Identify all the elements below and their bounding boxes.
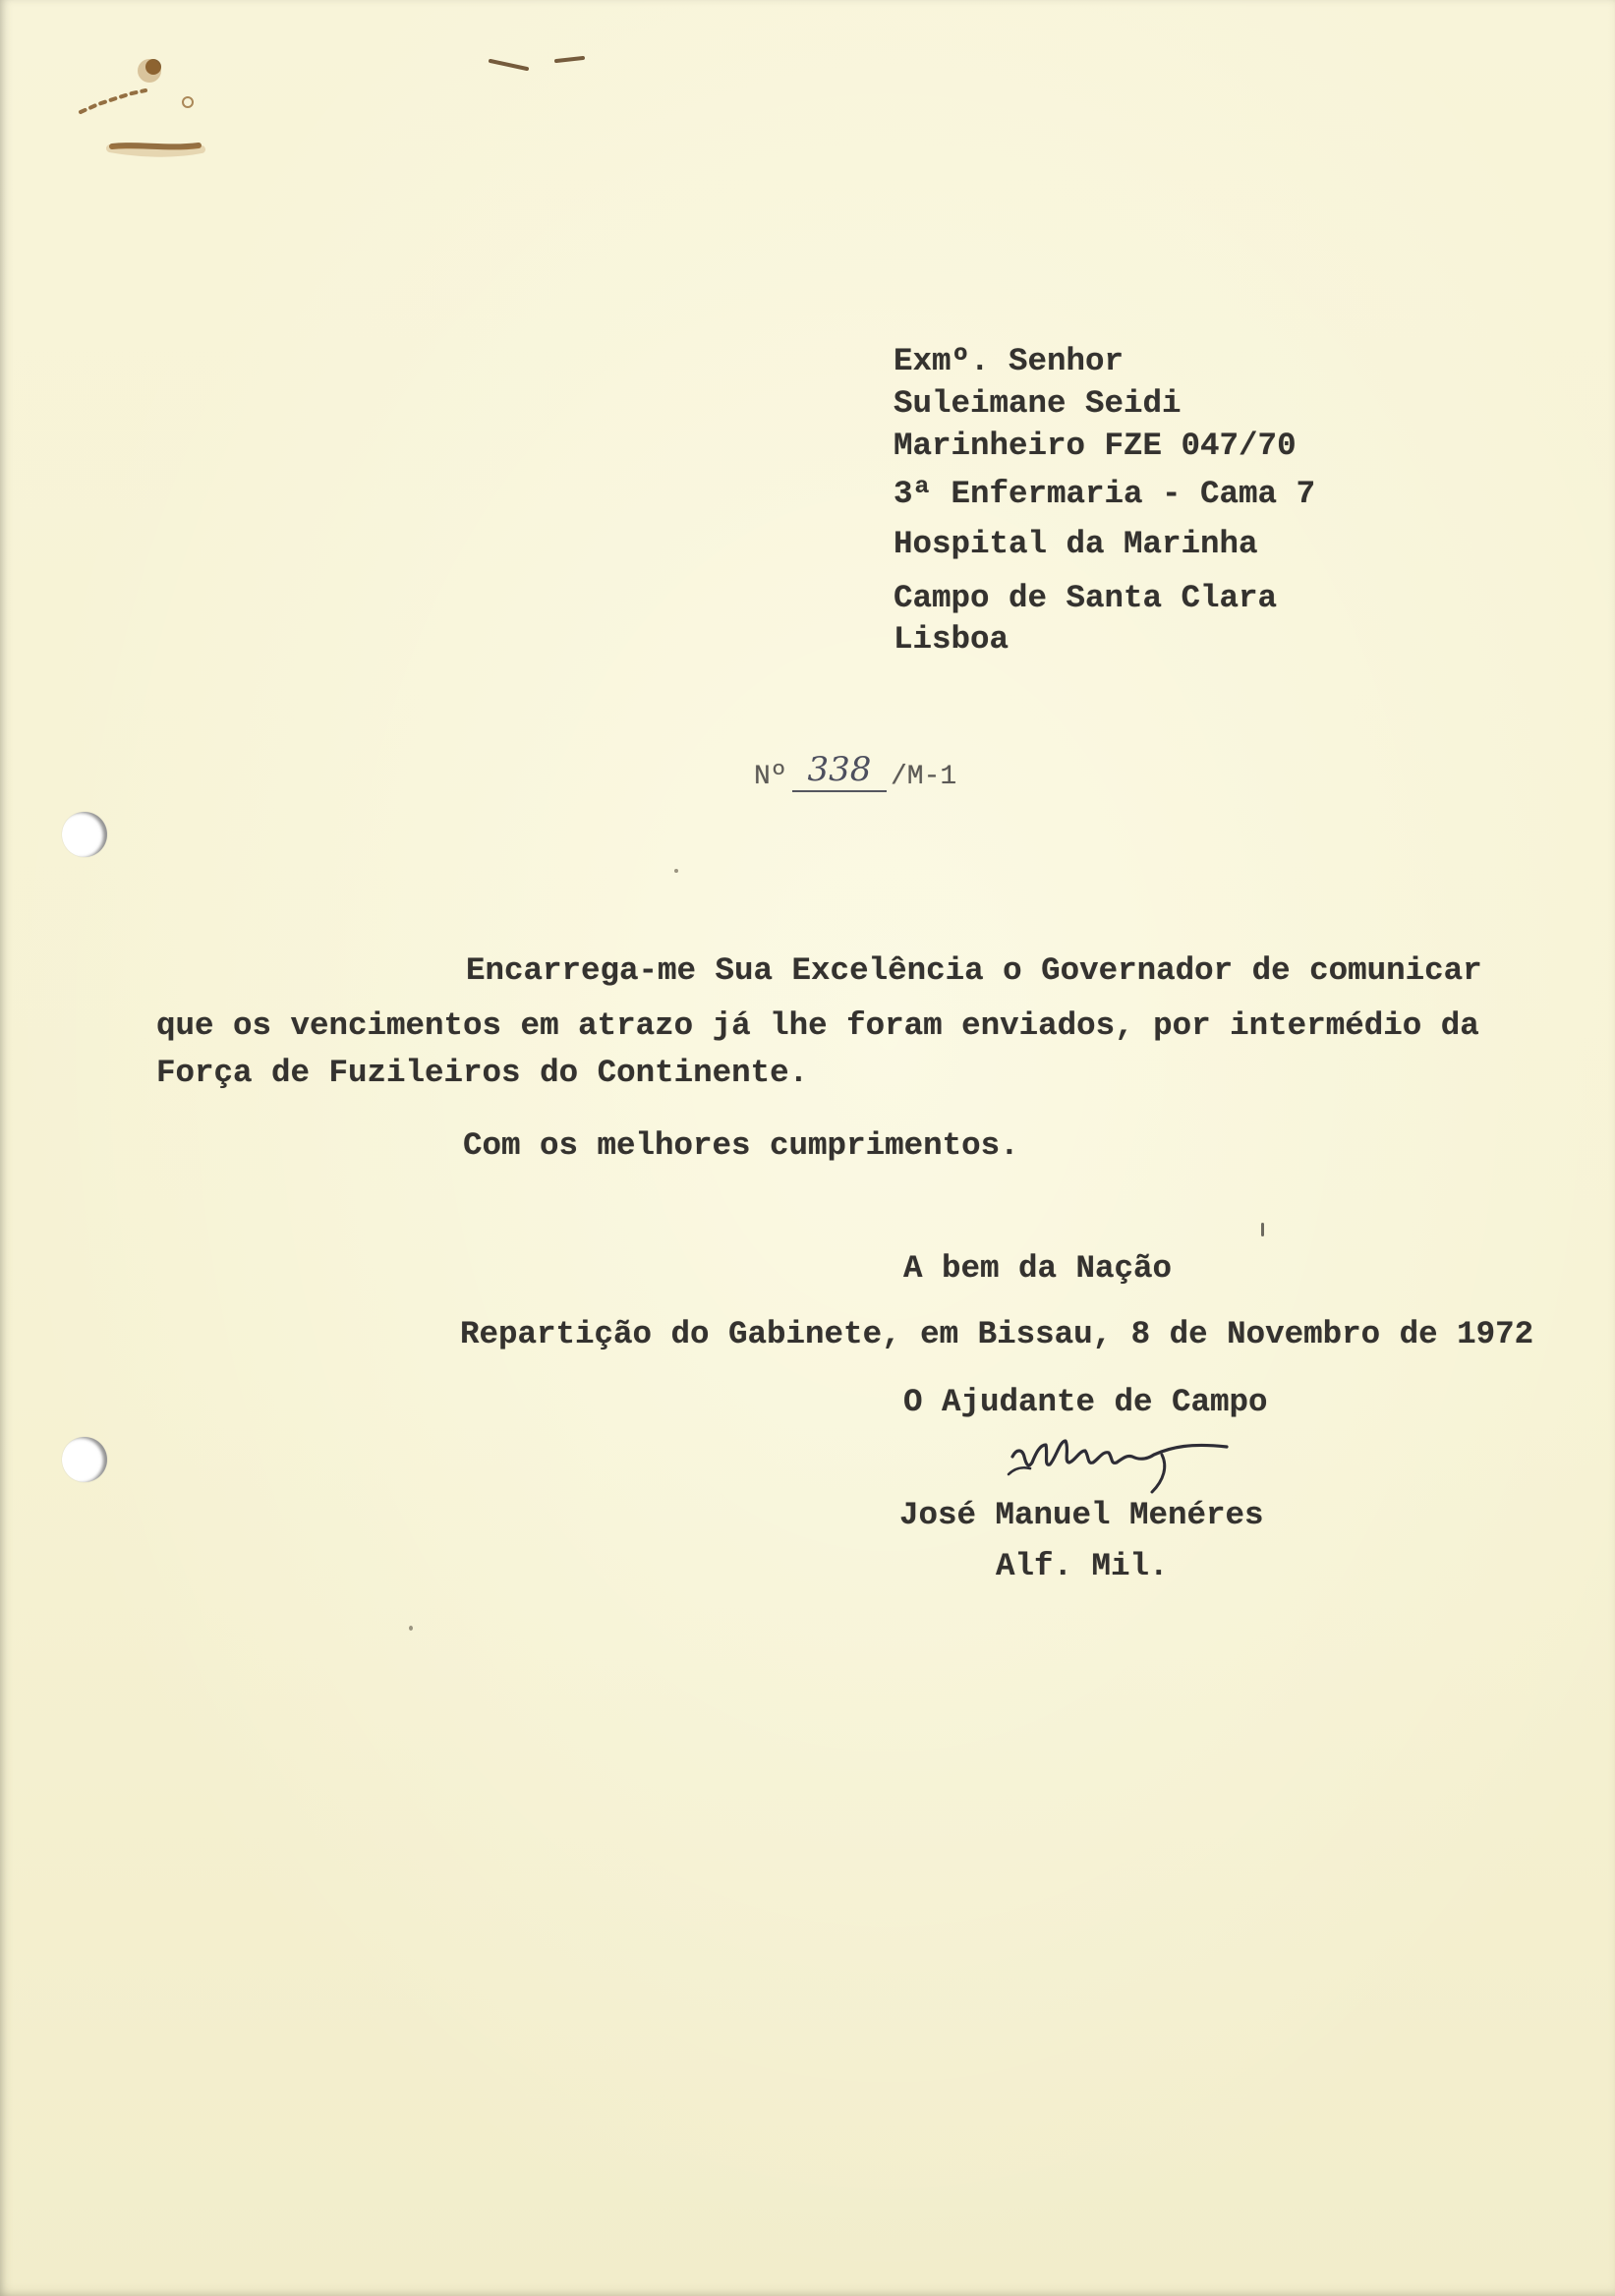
recipient-city: Lisboa <box>894 621 1009 658</box>
recipient-rank: Marinheiro FZE 047/70 <box>894 428 1297 464</box>
punch-hole-icon <box>62 1437 107 1482</box>
signoff-place-date: Repartição do Gabinete, em Bissau, 8 de Novembro de 1972 <box>460 1316 1534 1352</box>
recipient-street: Campo de Santa Clara <box>894 580 1278 616</box>
paper-speck <box>674 869 678 873</box>
paper-speck <box>1261 1223 1264 1236</box>
signatory-rank: Alf. Mil. <box>996 1548 1169 1584</box>
body-line: Força de Fuzileiros do Continente. <box>156 1055 809 1091</box>
signoff-motto: A bem da Nação <box>903 1250 1173 1287</box>
rust-stain-icon <box>0 0 216 177</box>
handwritten-signature-icon <box>1005 1423 1240 1502</box>
reference-prefix: Nº <box>754 762 787 792</box>
closing-phrase: Com os melhores cumprimentos. <box>463 1127 1019 1164</box>
recipient-ward: 3ª Enfermaria - Cama 7 <box>894 476 1316 512</box>
reference-suffix: /M-1 <box>891 762 957 792</box>
signoff-role: O Ajudante de Campo <box>903 1384 1268 1420</box>
recipient-hospital: Hospital da Marinha <box>894 526 1258 562</box>
recipient-name: Suleimane Seidi <box>894 385 1182 422</box>
punch-hole-icon <box>62 812 107 857</box>
signatory-name: José Manuel Menéres <box>899 1497 1264 1533</box>
paper-speck <box>409 1626 413 1631</box>
body-line: que os vencimentos em atrazo já lhe foram enviados, por intermédio da <box>156 1007 1479 1044</box>
reference-handwritten-number: 338 <box>792 749 887 792</box>
rust-stain-icon <box>482 51 600 81</box>
body-line: Encarrega-me Sua Excelência o Governador de comunicar <box>466 952 1482 989</box>
recipient-salutation: Exmº. Senhor <box>894 343 1125 379</box>
